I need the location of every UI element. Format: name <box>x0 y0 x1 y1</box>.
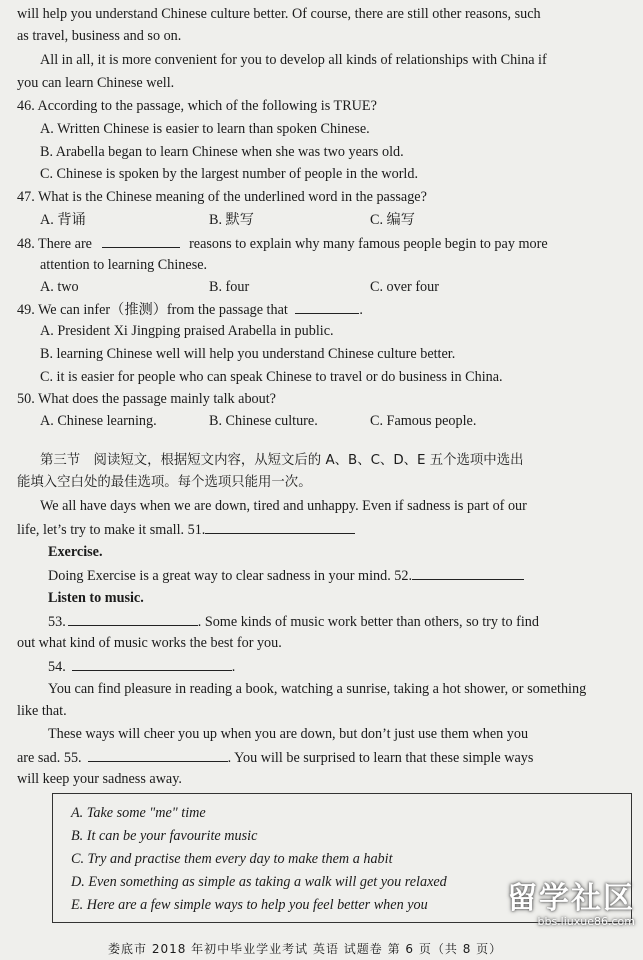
blank-55-lead: are sad. 55. <box>17 750 82 766</box>
box-option-a: A. Take some "me" time <box>71 805 206 821</box>
subheading-exercise: Exercise. <box>48 544 103 560</box>
q49-stem-pre: 49. We can infer（推测）from the passage that <box>17 302 288 318</box>
passage-line: you can learn Chinese well. <box>17 75 175 91</box>
box-option-e: E. Here are a few simple ways to help you feel better when you <box>71 897 428 913</box>
blank-54-tail: . <box>231 659 236 675</box>
passage-line: will help you understand Chinese culture better. Of course, there are still other reasons, such <box>17 6 541 22</box>
q46-option-b: B. Arabella began to learn Chinese when she was two years old. <box>40 144 404 160</box>
answer-blank <box>102 234 180 248</box>
answer-blank <box>68 612 198 626</box>
answer-blank <box>295 300 359 314</box>
box-option-c: C. Try and practise them every day to make them a habit <box>71 851 393 867</box>
q49-option-c: C. it is easier for people who can speak Chinese to travel or do business in China. <box>40 369 503 385</box>
q50-option-a: A. Chinese learning. <box>40 413 157 429</box>
blank-55-tail: . You will be surprised to learn that these simple ways <box>227 750 534 766</box>
cloze-paragraph <box>17 748 533 767</box>
cloze-paragraph: like that. <box>17 703 67 719</box>
cloze-paragraph: will keep your sadness away. <box>17 771 182 787</box>
watermark-logo <box>507 883 635 928</box>
question-50-stem: 50. What does the passage mainly talk about? <box>17 391 276 407</box>
q47-option-a: A. 背诵 <box>40 212 86 228</box>
q47-option-c: C. 编写 <box>370 212 415 228</box>
passage-line: All in all, it is more convenient for you to develop all kinds of relationships with China if <box>40 52 547 68</box>
question-49-stem <box>17 300 363 319</box>
q50-option-c: C. Famous people. <box>370 413 477 429</box>
question-46-stem: 46. According to the passage, which of the following is TRUE? <box>17 98 377 114</box>
answer-blank <box>412 566 524 580</box>
q49-option-b: B. learning Chinese well will help you understand Chinese culture better. <box>40 346 456 362</box>
blank-51-lead: life, let’s try to make it small. 51. <box>17 522 206 538</box>
blank-52-lead: Doing Exercise is a great way to clear sadness in your mind. 52. <box>48 568 413 584</box>
blank-53-number: 53. <box>48 614 66 630</box>
q48-stem-post: reasons to explain why many famous people begin to pay more <box>189 236 548 252</box>
question-47-stem: 47. What is the Chinese meaning of the underlined word in the passage? <box>17 189 427 205</box>
watermark-url: bbs.liuxue86.com <box>537 915 635 928</box>
q49-option-a: A. President Xi Jingping praised Arabella in public. <box>40 323 334 339</box>
box-option-d: D. Even something as simple as taking a walk will get you relaxed <box>71 874 447 890</box>
answer-blank <box>72 657 232 671</box>
page-footer: 娄底市 2018 年初中毕业学业考试 英语 试题卷 第 6 页（共 8 页） <box>108 942 503 956</box>
answer-blank <box>205 520 355 534</box>
section-instruction: 能填入空白处的最佳选项。每个选项只能用一次。 <box>17 475 312 490</box>
q48-stem-line2: attention to learning Chinese. <box>40 257 208 273</box>
q46-option-c: C. Chinese is spoken by the largest number of people in the world. <box>40 166 419 182</box>
subheading-music: Listen to music. <box>48 590 144 606</box>
q46-option-a: A. Written Chinese is easier to learn than spoken Chinese. <box>40 121 370 137</box>
blank-53-tail: . Some kinds of music work better than others, so try to find <box>197 614 539 630</box>
cloze-paragraph <box>17 520 355 539</box>
cloze-paragraph: out what kind of music works the best for you. <box>17 635 282 651</box>
cloze-paragraph <box>48 612 539 631</box>
cloze-paragraph: We all have days when we are down, tired and unhappy. Even if sadness is part of our <box>40 498 527 514</box>
cloze-paragraph <box>48 657 235 676</box>
q48-option-c: C. over four <box>370 279 439 295</box>
box-option-b: B. It can be your favourite music <box>71 828 258 844</box>
cloze-paragraph: You can find pleasure in reading a book, watching a sunrise, taking a hot shower, or something <box>48 681 587 697</box>
blank-54-number: 54. <box>48 659 66 675</box>
cloze-paragraph: These ways will cheer you up when you are down, but don’t just use them when you <box>48 726 529 742</box>
cloze-paragraph <box>48 566 524 585</box>
q48-option-b: B. four <box>209 279 250 295</box>
answer-blank <box>88 748 228 762</box>
q50-option-b: B. Chinese culture. <box>209 413 318 429</box>
question-48-stem <box>17 234 548 253</box>
watermark-title: 留学社区 <box>507 881 635 916</box>
section-instruction: 第三节 阅读短文，根据短文内容，从短文后的 A、B、C、D、E 五个选项中选出 <box>40 453 524 468</box>
q48-stem-pre: 48. There are <box>17 236 92 252</box>
q48-option-a: A. two <box>40 279 79 295</box>
q47-option-b: B. 默写 <box>209 212 254 228</box>
q49-stem-post: . <box>359 302 363 318</box>
passage-line: as travel, business and so on. <box>17 28 182 44</box>
